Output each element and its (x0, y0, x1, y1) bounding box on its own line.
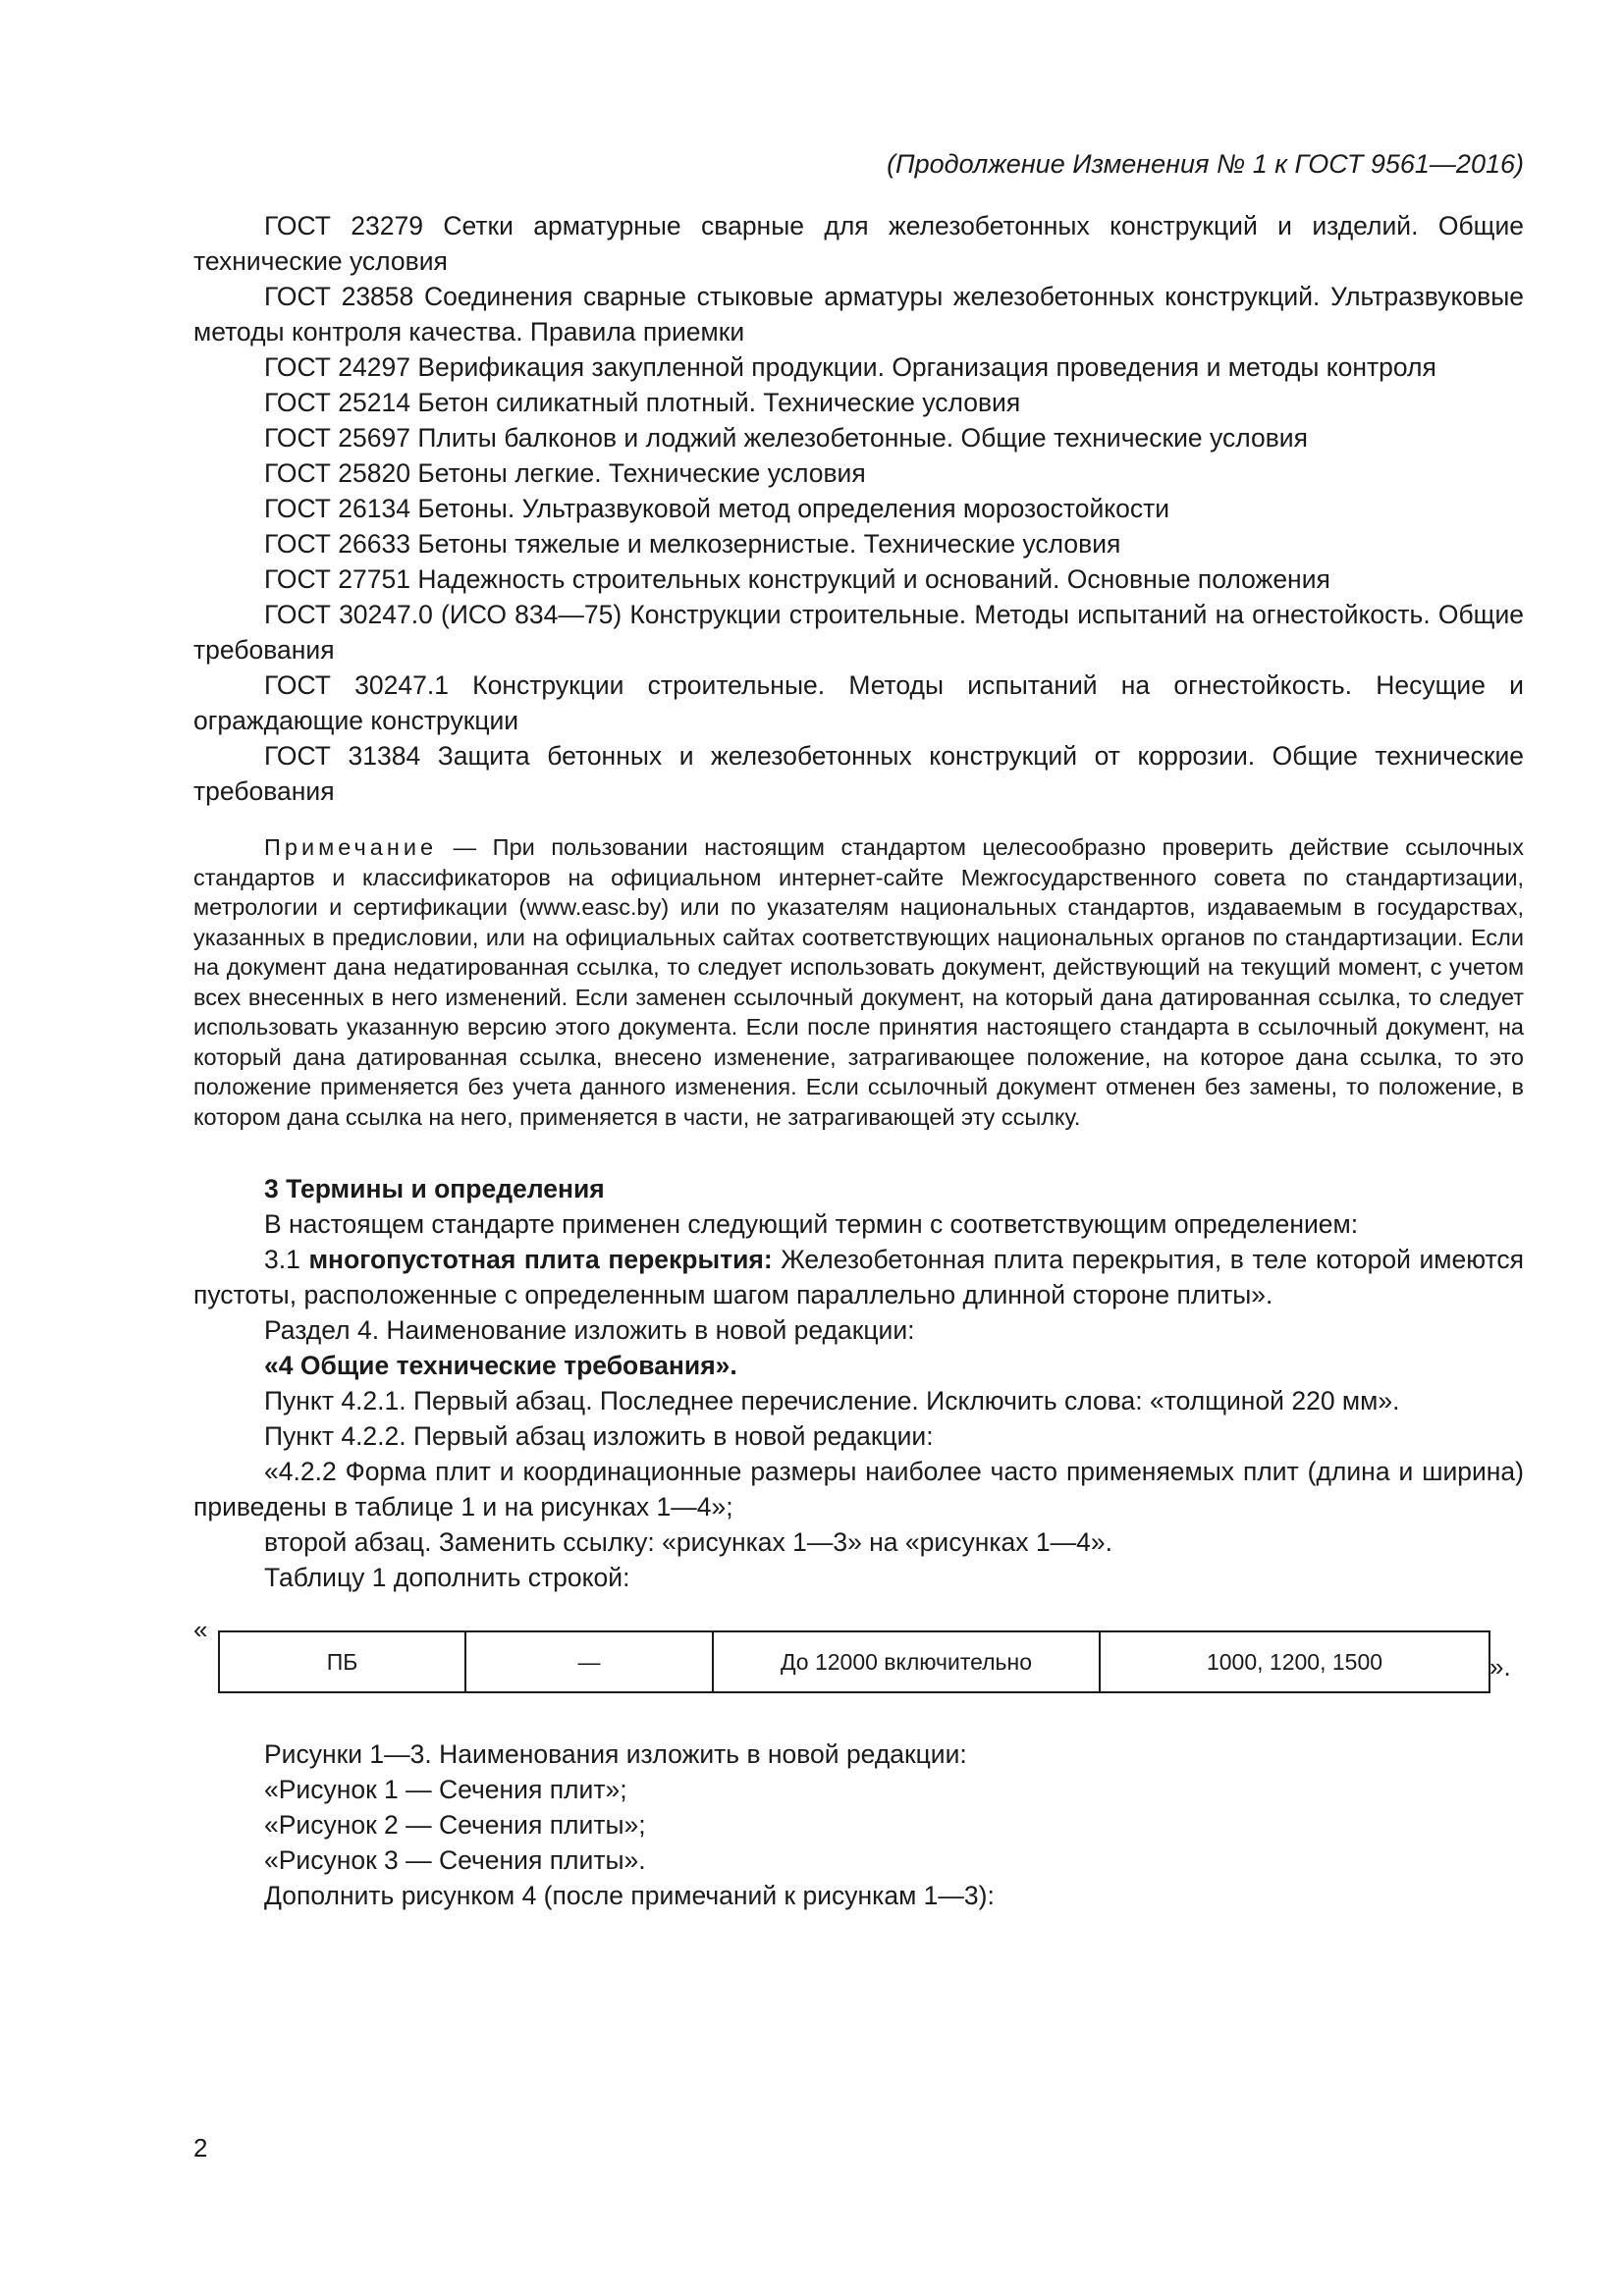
term-definition (193, 1242, 1524, 1312)
table-cell: — (465, 1631, 713, 1692)
table-cell: ПБ (219, 1631, 465, 1692)
normative-references (193, 208, 1524, 809)
reference-item: ГОСТ 30247.0 (ИСО 834—75) Конструкции строительные. Методы испытаний на огнестойкость. Общие требования (193, 600, 1524, 665)
term-number: 3.1 (264, 1245, 309, 1274)
reference-item: ГОСТ 27751 Надежность строительных конструкций и оснований. Основные положения (264, 564, 1330, 594)
clause-422-text: «4.2.2 Форма плит и координационные размеры наиболее часто применяемых плит (длина и ширина) приведены в таблице 1 и на рисунках 1—4»; (193, 1457, 1524, 1522)
reference-item: ГОСТ 23858 Соединения сварные стыковые арматуры железобетонных конструкций. Ультразвуковые методы контроля качества. Правила приемки (193, 282, 1524, 347)
section-4-instruction: Раздел 4. Наименование изложить в новой редакции: (264, 1315, 915, 1345)
running-header: (Продолжение Изменения № 1 к ГОСТ 9561—2016) (887, 149, 1524, 179)
note-block (193, 832, 1524, 1132)
note-label: Примечание (264, 834, 438, 860)
reference-item: ГОСТ 31384 Защита бетонных и железобетонных конструкций от коррозии. Общие технические требования (193, 741, 1524, 806)
figures-intro: Рисунки 1—3. Наименования изложить в новой редакции: (264, 1739, 967, 1769)
section-3 (193, 1171, 1524, 1595)
section-3-intro: В настоящем стандарте применен следующий термин с соответствующим определением: (264, 1209, 1359, 1239)
reference-item: ГОСТ 25820 Бетоны легкие. Технические условия (264, 458, 866, 488)
table-intro: Таблицу 1 дополнить строкой: (264, 1563, 630, 1592)
figure-addition: Дополнить рисунком 4 (после примечаний к рисункам 1—3): (264, 1881, 995, 1910)
reference-item: ГОСТ 25214 Бетон силикатный плотный. Технические условия (264, 388, 1021, 417)
figure-caption: «Рисунок 3 — Сечения плиты». (264, 1845, 646, 1875)
reference-item: ГОСТ 23279 Сетки арматурные сварные для железобетонных конструкций и изделий. Общие технические условия (193, 211, 1524, 276)
second-paragraph: второй абзац. Заменить ссылку: «рисунках 1—3» на «рисунках 1—4». (264, 1527, 1112, 1557)
reference-item: ГОСТ 26633 Бетоны тяжелые и мелкозернистые. Технические условия (264, 529, 1121, 559)
page-number: 2 (193, 2133, 208, 2163)
section-3-title: 3 Термины и определения (264, 1174, 605, 1203)
table-1-addition (193, 1615, 1524, 1713)
reference-item: ГОСТ 26134 Бетоны. Ультразвуковой метод определения морозостойкости (264, 494, 1170, 523)
table-row (219, 1631, 1489, 1692)
note-text: — При пользовании настоящим стандартом целесообразно проверить действие ссылочных стандартов и классификаторов на официальном интернет-сайте Межгосударственного совета по стандартизации, метрологии и сертификации (www.easc.by) или по указателям национальных стандартов, издаваемым в государствах, указанных в предисловии, или на официальных сайтах соответствующих национальных органов по стандартизации. Если на документ дана недатированная ссылка, то следует использовать документ, действующий на текущий момент, с учетом всех внесенных в него изменений. Если заменен ссылочный документ, на который дана датированная ссылка, то следует использовать указанную версию этого документа. Если после принятия настоящего стандарта в ссылочный документ, на который дана датированная ссылка, внесено изменение, затрагивающее положение, на которое дана ссылка, то это положение применяется без учета данного изменения. Если ссылочный документ отменен без замены, то положение, в котором дана ссылка на него, применяется в части, не затрагивающей эту ссылку. (193, 834, 1524, 1130)
table-cell: 1000, 1200, 1500 (1100, 1631, 1489, 1692)
figures-block (193, 1736, 1524, 1913)
clause-422: Пункт 4.2.2. Первый абзац изложить в новой редакции: (264, 1421, 934, 1451)
table-1-row (218, 1630, 1490, 1693)
open-quote: « (193, 1615, 208, 1644)
reference-item: ГОСТ 24297 Верификация закупленной продукции. Организация проведения и методы контроля (264, 352, 1436, 382)
reference-item: ГОСТ 30247.1 Конструкции строительные. Методы испытаний на огнестойкость. Несущие и ограждающие конструкции (193, 670, 1524, 735)
table-cell: До 12000 включительно (713, 1631, 1100, 1692)
close-quote: ». (1489, 1652, 1511, 1682)
term-text: Железобетонная плита перекрытия, в теле которой имеются пустоты, расположенные с определенным шагом параллельно длинной стороне плиты». (193, 1245, 1524, 1309)
section-4-title: «4 Общие технические требования». (264, 1351, 737, 1380)
figure-caption: «Рисунок 1 — Сечения плит»; (264, 1775, 627, 1804)
figure-caption: «Рисунок 2 — Сечения плиты»; (264, 1810, 646, 1840)
note-paragraph (193, 832, 1524, 1132)
term-name: многопустотная плита перекрытия: (308, 1245, 773, 1274)
clause-421: Пункт 4.2.1. Первый абзац. Последнее перечисление. Исключить слова: «толщиной 220 мм». (264, 1386, 1400, 1415)
reference-item: ГОСТ 25697 Плиты балконов и лоджий железобетонные. Общие технические условия (264, 423, 1308, 453)
